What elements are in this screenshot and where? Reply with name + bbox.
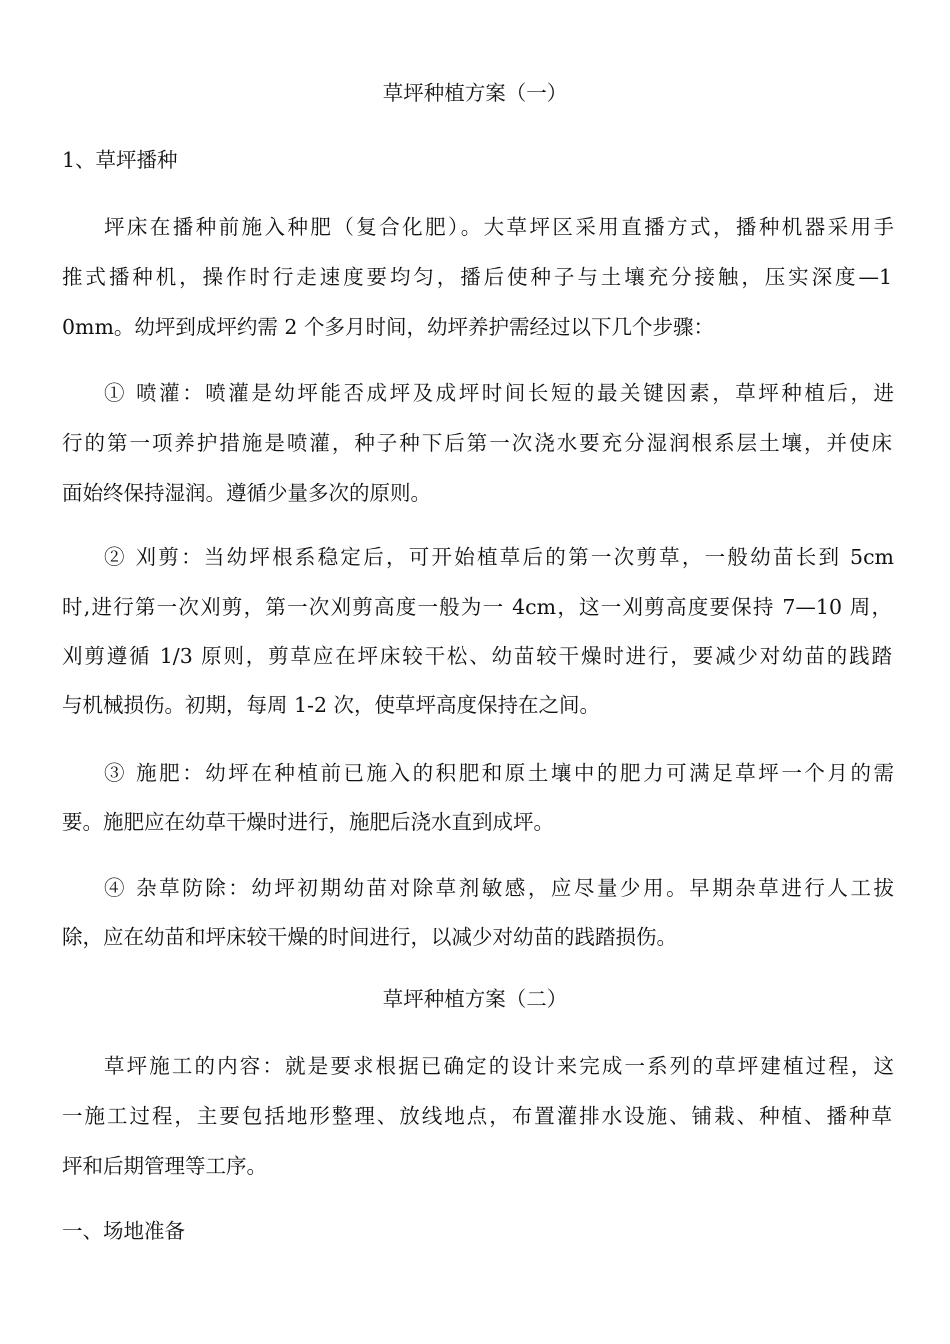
paragraph-2-line-1: ① 喷灌：喷灌是幼坪能否成坪及成坪时间长短的最关键因素，草坪种植后，进 (104, 381, 894, 405)
paragraph-5-line-1: ④ 杂草防除：幼坪初期幼苗对除草剂敏感，应尽量少用。早期杂草进行人工拔 (104, 876, 894, 900)
paragraph-4-line-1: ③ 施肥：幼坪在种植前已施入的积肥和原土壤中的肥力可满足草坪一个月的需 (104, 761, 894, 785)
paragraph-6-line-3: 坪和后期管理等工序。 (62, 1154, 267, 1178)
paragraph-1-line-1: 坪床在播种前施入种肥（复合化肥）。大草坪区采用直播方式，播种机器采用手 (104, 215, 894, 239)
paragraph-6-line-2: 一施工过程，主要包括地形整理、放线地点，布置灌排水设施、铺栽、种植、播种草 (62, 1104, 892, 1128)
paragraph-3-line-4: 与机械损伤。初期，每周 1-2 次，使草坪高度保持在之间。 (62, 693, 601, 717)
paragraph-1-line-3: 0mm。幼坪到成坪约需 2 个多月时间，幼坪养护需经过以下几个步骤： (62, 315, 714, 339)
paragraph-1-line-2: 推式播种机，操作时行走速度要均匀，播后使种子与土壤充分接触，压实深度—1 (62, 265, 892, 289)
section-heading-1: 1、草坪播种 (62, 148, 178, 172)
paragraph-6-line-1: 草坪施工的内容：就是要求根据已确定的设计来完成一系列的草坪建植过程，这 (104, 1054, 894, 1078)
paragraph-4-line-2: 要。施肥应在幼草干燥时进行，施肥后浇水直到成坪。 (62, 810, 554, 834)
section-heading-2: 一、场地准备 (62, 1219, 185, 1243)
document-title-2: 草坪种植方案（二） (382, 987, 568, 1011)
paragraph-3-line-1: ② 刈剪：当幼坪根系稳定后，可开始植草后的第一次剪草，一般幼苗长到 5cm (104, 545, 894, 569)
document-title-1: 草坪种植方案（一） (382, 81, 568, 105)
paragraph-5-line-2: 除，应在幼苗和坪床较干燥的时间进行，以减少对幼苗的践踏损伤。 (62, 925, 677, 949)
paragraph-3-line-2: 时,进行第一次刈剪，第一次刈剪高度一般为一 4cm，这一刈剪高度要保持 7—10 周， (62, 595, 892, 619)
paragraph-3-line-3: 刈剪遵循 1/3 原则，剪草应在坪床较干松、幼苗较干燥时进行，要减少对幼苗的践踏 (62, 644, 892, 668)
paragraph-2-line-3: 面始终保持湿润。遵循少量多次的原则。 (62, 481, 431, 505)
paragraph-2-line-2: 行的第一项养护措施是喷灌，种子种下后第一次浇水要充分湿润根系层土壤，并使床 (62, 431, 892, 455)
